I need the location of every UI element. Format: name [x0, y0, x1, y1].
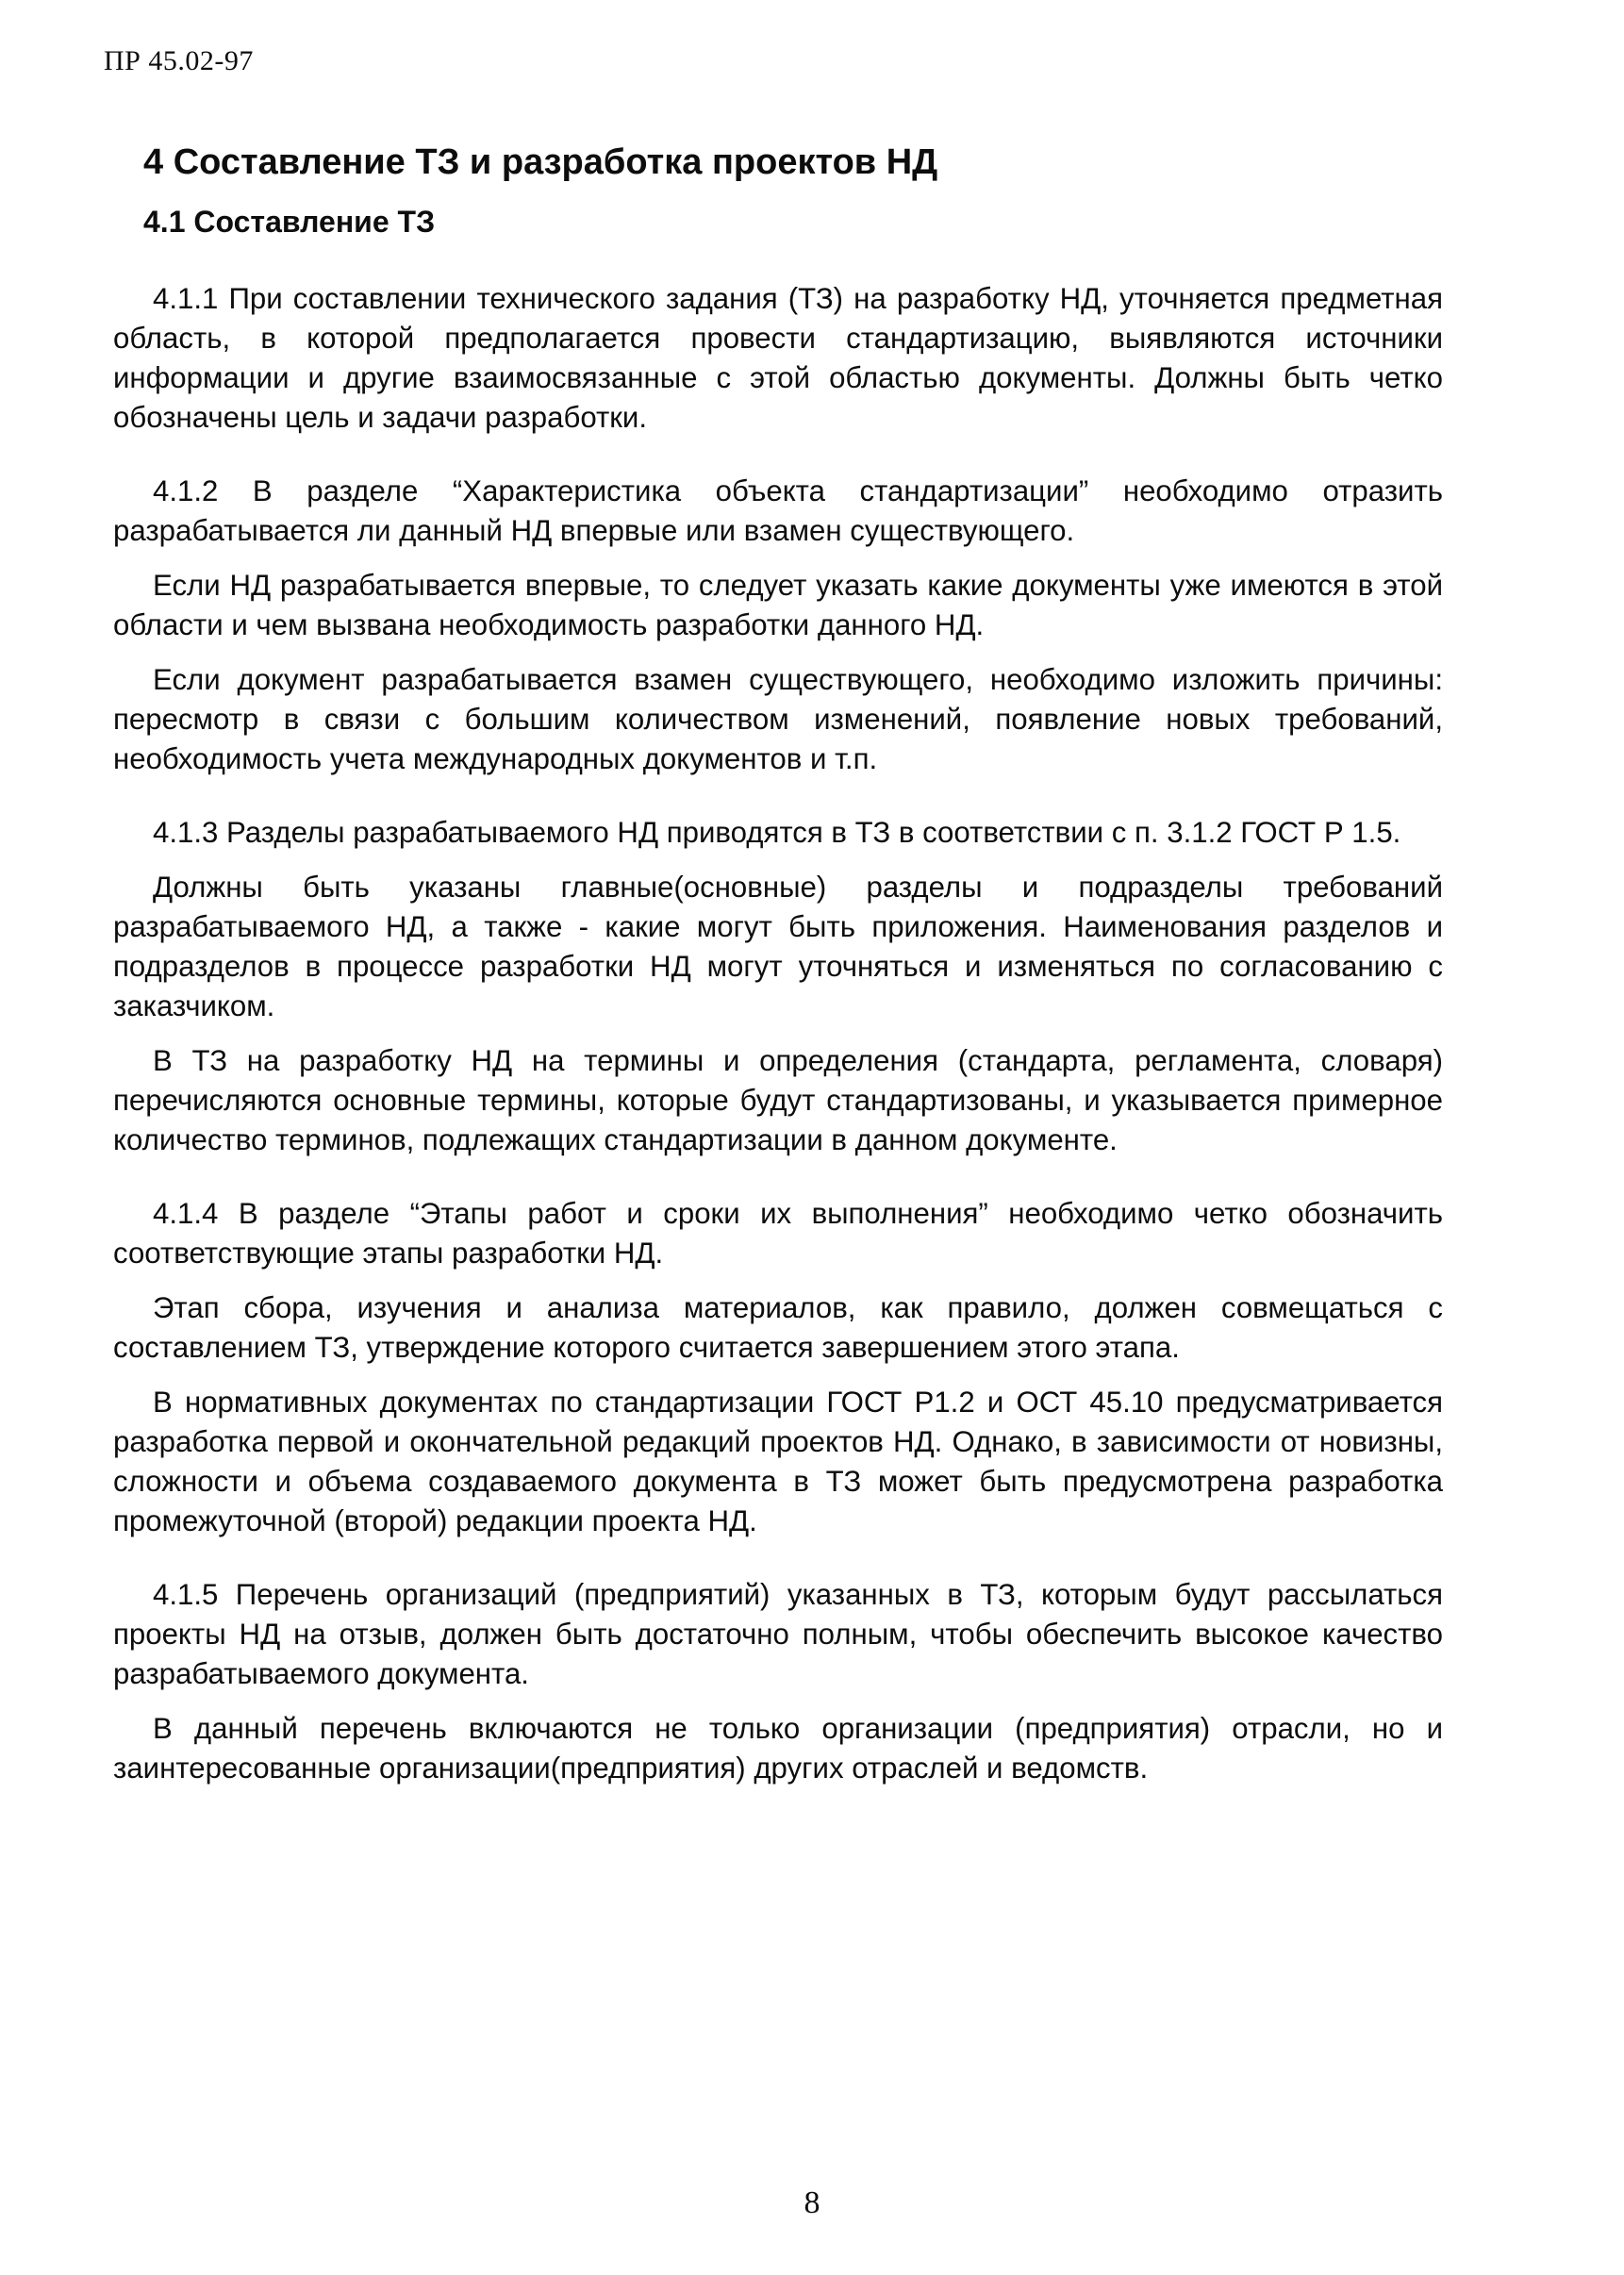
page-number: 8	[804, 2185, 820, 2220]
document-code: ПР 45.02-97	[104, 45, 254, 76]
document-body	[113, 141, 1443, 1803]
paragraph-4-1-2: 4.1.2 В разделе “Характеристика объекта стандартизации” необходимо отразить разрабатывается ли данный НД впервые или взамен существующего.	[113, 473, 1443, 547]
paragraph-editions: В нормативных документах по стандартизации ГОСТ Р1.2 и ОСТ 45.10 предусматривается разработка первой и окончательной редакций проектов НД. Однако, в зависимости от новизны, сложности и объема создаваемого документа в ТЗ может быть предусмотрена разработка промежуточной (второй) редакции проекта НД.	[113, 1385, 1443, 1537]
paragraph-4-1-5: 4.1.5 Перечень организаций (предприятий) указанных в ТЗ, которым будут рассылаться проекты НД на отзыв, должен быть достаточно полным, чтобы обеспечить высокое качество разрабатываемого документа.	[113, 1577, 1443, 1690]
paragraph-organizations-list: В данный перечень включаются не только организации (предприятия) отрасли, но и заинтересованные организации(предприятия) других отраслей и ведомств.	[113, 1711, 1443, 1785]
paragraph-4-1-3: 4.1.3 Разделы разрабатываемого НД приводятся в ТЗ в соответствии с п. 3.1.2 ГОСТ Р 1.5.	[153, 815, 1401, 849]
paragraph-terms: В ТЗ на разработку НД на термины и определения (стандарта, регламента, словаря) перечисляются основные термины, которые будут стандартизованы, и указывается примерное количество терминов, подлежащих стандартизации в данном документе.	[113, 1043, 1443, 1156]
paragraph-new-document: Если НД разрабатывается впервые, то следует указать какие документы уже имеются в этой области и чем вызвана необходимость разработки данного НД.	[113, 568, 1443, 641]
paragraph-materials-stage: Этап сбора, изучения и анализа материалов, как правило, должен совмещаться с составлением ТЗ, утверждение которого считается завершением этого этапа.	[113, 1290, 1443, 1364]
paragraph-main-sections: Должны быть указаны главные(основные) разделы и подразделы требований разрабатываемого НД, а также - какие могут быть приложения. Наименования разделов и подразделов в процессе разработки НД могут уточняться и изменяться по согласованию с заказчиком.	[113, 870, 1443, 1022]
section-title: 4 Составление ТЗ и разработка проектов НД	[143, 142, 938, 182]
paragraph-replacement-document: Если документ разрабатывается взамен существующего, необходимо изложить причины: пересмотр в связи с большим количеством изменений, появление новых требований, необходимость учета международных документов и т.п.	[113, 662, 1443, 775]
paragraph-4-1-1: 4.1.1 При составлении технического задания (ТЗ) на разработку НД, уточняется предметная область, в которой предполагается провести стандартизацию, выявляются источники информации и другие взаимосвязанные с этой областью документы. Должны быть четко обозначены цель и задачи разработки.	[113, 281, 1443, 434]
subsection-title: 4.1 Составление ТЗ	[143, 204, 436, 239]
paragraph-4-1-4: 4.1.4 В разделе “Этапы работ и сроки их выполнения” необходимо четко обозначить соответствующие этапы разработки НД.	[113, 1196, 1443, 1270]
